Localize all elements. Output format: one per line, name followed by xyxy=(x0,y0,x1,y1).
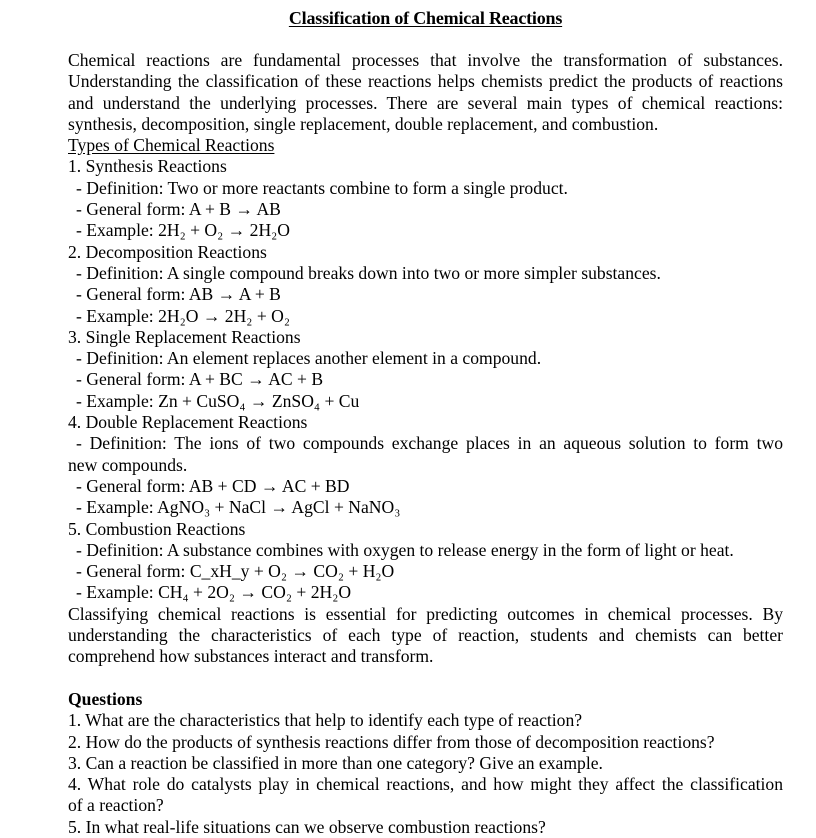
intro-line: Chemical reactions are fundamental processes that involve the transformation of substances. xyxy=(68,50,783,70)
question-item-continued: of a reaction? xyxy=(68,795,164,816)
questions-list xyxy=(68,710,783,838)
reaction-general-form: - General form: AB + CD → AC + BD xyxy=(76,475,350,496)
reaction-definition: - Definition: An element replaces another element in a compound. xyxy=(76,348,542,369)
reaction-example: - Example: Zn + CuSO₄ → ZnSO₄ + Cu xyxy=(76,390,360,411)
reaction-definition: - Definition: A single compound breaks down into two or more simpler substances. xyxy=(76,262,661,283)
intro-paragraph xyxy=(68,50,783,135)
reaction-type-double-replacement xyxy=(68,412,783,518)
reaction-heading: 5. Combustion Reactions xyxy=(68,518,246,539)
reaction-general-form: - General form: A + BC → AC + B xyxy=(76,369,324,390)
reaction-example: - Example: CH₄ + 2O₂ → CO₂ + 2H₂O xyxy=(76,582,352,603)
reaction-general-form: - General form: A + B → AB xyxy=(76,199,281,220)
reaction-heading: 1. Synthesis Reactions xyxy=(68,156,227,177)
types-heading: Types of Chemical Reactions xyxy=(68,135,275,156)
reaction-example: - Example: 2H₂O → 2H₂ + O₂ xyxy=(76,305,291,326)
reaction-definition: - Definition: A substance combines with oxygen to release energy in the form of light or heat. xyxy=(76,539,734,560)
conclusion-line: understanding the characteristics of each type of reaction, students and chemists can better xyxy=(68,625,783,646)
question-item: 2. How do the products of synthesis reactions differ from those of decomposition reactions? xyxy=(68,731,715,752)
reaction-definition: - Definition: Two or more reactants combine to form a single product. xyxy=(76,177,568,198)
conclusion-paragraph xyxy=(68,604,783,668)
reaction-definition-continued: new compounds. xyxy=(68,454,188,475)
reaction-type-single-replacement xyxy=(68,327,783,412)
question-item: 1. What are the characteristics that help to identify each type of reaction? xyxy=(68,710,583,731)
document-title: Classification of Chemical Reactions xyxy=(288,8,563,28)
reaction-type-combustion xyxy=(68,519,783,604)
question-item: 4. What role do catalysts play in chemical reactions, and how might they affect the classification xyxy=(68,774,783,795)
reaction-heading: 3. Single Replacement Reactions xyxy=(68,326,301,347)
question-item: 5. In what real-life situations can we observe combustion reactions? xyxy=(68,816,546,837)
reaction-example: - Example: AgNO₃ + NaCl → AgCl + NaNO₃ xyxy=(76,497,401,518)
reaction-general-form: - General form: C_xH_y + O₂ → CO₂ + H₂O xyxy=(76,561,395,582)
reaction-heading: 4. Double Replacement Reactions xyxy=(68,412,308,433)
reaction-heading: 2. Decomposition Reactions xyxy=(68,241,267,262)
reaction-type-decomposition xyxy=(68,242,783,327)
reaction-definition: - Definition: The ions of two compounds exchange places in an aqueous solution to form two xyxy=(76,433,783,454)
conclusion-line: Classifying chemical reactions is essential for predicting outcomes in chemical processes. By xyxy=(68,603,783,624)
reaction-type-synthesis xyxy=(68,156,783,241)
intro-line: synthesis, decomposition, single replacement, double replacement, and combustion. xyxy=(68,113,659,134)
conclusion-line: comprehend how substances interact and transform. xyxy=(68,646,434,667)
reaction-general-form: - General form: AB → A + B xyxy=(76,284,281,305)
intro-line: Understanding the classification of these reactions helps chemists predict the products of reactions xyxy=(68,71,783,92)
question-item: 3. Can a reaction be classified in more than one category? Give an example. xyxy=(68,752,603,773)
questions-heading: Questions xyxy=(68,688,143,709)
reaction-example: - Example: 2H₂ + O₂ → 2H₂O xyxy=(76,220,291,241)
spacer xyxy=(68,668,783,689)
document-body xyxy=(68,50,783,838)
intro-line: and understand the underlying processes. There are several main types of chemical reactions: xyxy=(68,92,783,113)
